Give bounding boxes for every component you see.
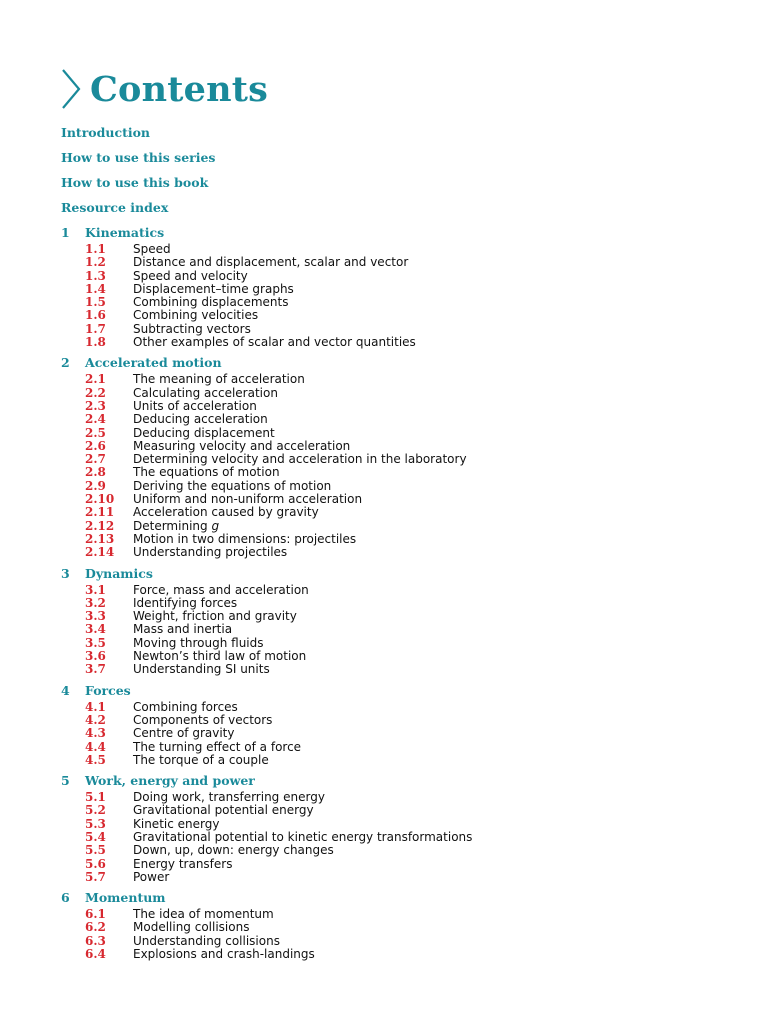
section-list [85, 908, 741, 961]
section-number: 5.1 [85, 790, 106, 805]
section-title: Energy transfers [133, 856, 233, 871]
chapter-heading[interactable] [61, 565, 741, 584]
chapter-1 [61, 224, 741, 349]
section-item[interactable] [85, 283, 741, 296]
title-block [60, 66, 268, 112]
section-title: Motion in two dimensions: projectiles [133, 531, 357, 546]
section-title: Components of vectors [133, 712, 273, 727]
section-title: Speed [133, 242, 171, 256]
section-title: Determining g [133, 518, 220, 533]
section-title: The meaning of acceleration [133, 372, 305, 387]
section-item[interactable] [85, 831, 741, 844]
chapter-number: 1 [61, 225, 70, 240]
section-list [85, 373, 741, 559]
section-item[interactable] [85, 844, 741, 857]
chapter-title: Momentum [85, 890, 166, 906]
chevron-right-icon [60, 68, 82, 110]
section-item[interactable] [85, 243, 741, 256]
chapter-heading[interactable] [61, 224, 741, 243]
chapter-list [61, 224, 741, 961]
chapter-heading[interactable] [61, 354, 741, 373]
section-number: 2.3 [85, 398, 106, 413]
section-number: 4.4 [85, 739, 106, 754]
section-title: Displacement–time graphs [133, 281, 294, 296]
section-item[interactable] [85, 466, 741, 479]
table-of-contents [61, 124, 741, 966]
section-title: Combining velocities [133, 308, 259, 323]
section-number: 5.2 [85, 803, 106, 818]
section-number: 4.1 [85, 699, 106, 714]
section-item[interactable] [85, 754, 741, 767]
section-item[interactable] [85, 400, 741, 413]
toc-link-how-to-use-book[interactable]: How to use this book [61, 175, 209, 190]
section-item[interactable] [85, 270, 741, 283]
section-number: 3.4 [85, 622, 106, 637]
section-item[interactable] [85, 256, 741, 269]
section-number: 2.12 [85, 518, 115, 533]
section-item[interactable] [85, 908, 741, 921]
section-title: Modelling collisions [133, 920, 250, 935]
section-title: Newton’s third law of motion [133, 649, 307, 664]
section-title: Moving through fluids [133, 635, 264, 650]
section-number: 3.1 [85, 582, 106, 597]
section-list [85, 584, 741, 677]
section-title: Mass and inertia [133, 622, 233, 637]
section-title: Identifying forces [133, 595, 238, 610]
section-title: Gravitational potential energy [133, 803, 314, 818]
section-item[interactable] [85, 650, 741, 663]
section-title: Gravitational potential to kinetic energy transformations [133, 829, 473, 844]
section-number: 1.6 [85, 308, 106, 323]
section-item[interactable] [85, 546, 741, 559]
section-list [85, 701, 741, 767]
section-title: Explosions and crash-landings [133, 947, 315, 962]
section-number: 1.3 [85, 268, 106, 283]
section-list [85, 243, 741, 349]
section-number: 2.14 [85, 545, 115, 560]
section-item[interactable] [85, 597, 741, 610]
section-number: 5.6 [85, 856, 106, 871]
section-title: Doing work, transferring energy [133, 790, 325, 805]
section-item[interactable] [85, 296, 741, 309]
section-number: 2.1 [85, 372, 106, 387]
section-number: 5.3 [85, 816, 106, 831]
section-item[interactable] [85, 637, 741, 650]
section-number: 2.13 [85, 531, 115, 546]
section-item[interactable] [85, 858, 741, 871]
section-item[interactable] [85, 791, 741, 804]
section-item[interactable] [85, 701, 741, 714]
section-item[interactable] [85, 714, 741, 727]
section-item[interactable] [85, 336, 741, 349]
section-number: 4.5 [85, 752, 106, 767]
chapter-4 [61, 682, 741, 767]
section-number: 2.9 [85, 478, 106, 493]
section-title: Measuring velocity and acceleration [133, 438, 351, 453]
section-title: Force, mass and acceleration [133, 582, 309, 597]
chapter-2 [61, 354, 741, 559]
section-number: 2.4 [85, 412, 106, 427]
section-number: 3.5 [85, 635, 106, 650]
section-title: Uniform and non-uniform acceleration [133, 492, 363, 507]
section-title: The equations of motion [133, 465, 280, 480]
section-title: Subtracting vectors [133, 321, 251, 336]
section-number: 2.7 [85, 452, 106, 467]
section-title: Speed and velocity [133, 268, 248, 283]
section-number: 1.1 [85, 242, 106, 256]
chapter-5 [61, 772, 741, 884]
chapter-heading[interactable] [61, 889, 741, 908]
section-title: Combining forces [133, 699, 238, 714]
section-number: 6.3 [85, 933, 106, 948]
section-item[interactable] [85, 533, 741, 546]
section-title: Combining displacements [133, 295, 289, 310]
section-title: Down, up, down: energy changes [133, 843, 334, 858]
section-number: 1.7 [85, 321, 106, 336]
section-title: Power [133, 869, 170, 884]
section-title: Weight, friction and gravity [133, 609, 297, 624]
section-number: 6.2 [85, 920, 106, 935]
section-number: 2.8 [85, 465, 106, 480]
section-item[interactable] [85, 413, 741, 426]
section-item[interactable] [85, 453, 741, 466]
section-title: Acceleration caused by gravity [133, 505, 319, 520]
section-item[interactable] [85, 520, 741, 533]
section-number: 2.11 [85, 505, 115, 520]
chapter-6 [61, 889, 741, 961]
section-item[interactable] [85, 323, 741, 336]
section-title: Deducing displacement [133, 425, 275, 440]
chapter-title: Kinematics [85, 225, 165, 240]
section-number: 5.5 [85, 843, 106, 858]
chapter-title: Dynamics [85, 565, 153, 581]
section-title: Understanding collisions [133, 933, 280, 948]
section-item[interactable] [85, 818, 741, 831]
section-item[interactable] [85, 440, 741, 453]
chapter-heading[interactable] [61, 682, 741, 701]
section-item[interactable] [85, 610, 741, 623]
section-item[interactable] [85, 480, 741, 493]
chapter-title: Accelerated motion [85, 355, 222, 371]
section-item[interactable] [85, 623, 741, 636]
toc-link-resource-index[interactable]: Resource index [61, 200, 169, 215]
section-number: 3.7 [85, 662, 106, 677]
section-number: 6.4 [85, 947, 106, 962]
section-item[interactable] [85, 584, 741, 597]
section-title: Units of acceleration [133, 398, 257, 413]
section-item[interactable] [85, 309, 741, 322]
chapter-number: 4 [61, 682, 70, 698]
section-number: 4.3 [85, 726, 106, 741]
section-item[interactable] [85, 935, 741, 948]
section-title: Centre of gravity [133, 726, 235, 741]
toc-link-how-to-use-series[interactable]: How to use this series [61, 150, 216, 165]
section-number: 2.6 [85, 438, 106, 453]
section-number: 5.4 [85, 829, 106, 844]
section-title: The turning effect of a force [133, 739, 302, 754]
section-number: 1.4 [85, 281, 106, 296]
section-list [85, 791, 741, 884]
section-title: Calculating acceleration [133, 385, 278, 400]
section-number: 1.5 [85, 295, 106, 310]
chapter-title: Forces [85, 682, 131, 698]
chapter-heading[interactable] [61, 772, 741, 791]
chapter-number: 3 [61, 565, 70, 581]
section-title: Understanding SI units [133, 662, 270, 677]
section-item[interactable] [85, 387, 741, 400]
chapter-number: 6 [61, 890, 70, 906]
section-item[interactable] [85, 727, 741, 740]
section-number: 1.2 [85, 255, 106, 270]
section-item[interactable] [85, 427, 741, 440]
page-title: Contents [90, 68, 269, 110]
section-item[interactable] [85, 804, 741, 817]
section-title: The idea of momentum [133, 907, 274, 922]
chapter-title: Work, energy and power [85, 773, 255, 789]
section-title: Kinetic energy [133, 816, 220, 831]
chapter-number: 2 [61, 355, 70, 371]
section-number: 3.3 [85, 609, 106, 624]
section-item[interactable] [85, 373, 741, 386]
section-number: 2.2 [85, 385, 106, 400]
section-item[interactable] [85, 506, 741, 519]
section-title: Distance and displacement, scalar and vector [133, 255, 409, 270]
section-item[interactable] [85, 493, 741, 506]
section-item[interactable] [85, 948, 741, 961]
section-item[interactable] [85, 741, 741, 754]
section-item[interactable] [85, 663, 741, 676]
section-item[interactable] [85, 921, 741, 934]
chapter-number: 5 [61, 773, 70, 789]
section-number: 4.2 [85, 712, 106, 727]
toc-link-introduction[interactable]: Introduction [61, 125, 151, 140]
section-number: 6.1 [85, 907, 106, 922]
section-item[interactable] [85, 871, 741, 884]
section-number: 3.6 [85, 649, 106, 664]
section-title: Other examples of scalar and vector quantities [133, 335, 416, 350]
section-title: The torque of a couple [133, 752, 269, 767]
section-number: 5.7 [85, 869, 106, 884]
section-number: 2.5 [85, 425, 106, 440]
chapter-3 [61, 565, 741, 677]
section-number: 2.10 [85, 492, 115, 507]
section-title: Deducing acceleration [133, 412, 268, 427]
section-number: 3.2 [85, 595, 106, 610]
section-title: Understanding projectiles [133, 545, 288, 560]
section-number: 1.8 [85, 335, 106, 350]
section-title: Determining velocity and acceleration in the laboratory [133, 452, 467, 467]
section-title: Deriving the equations of motion [133, 478, 332, 493]
